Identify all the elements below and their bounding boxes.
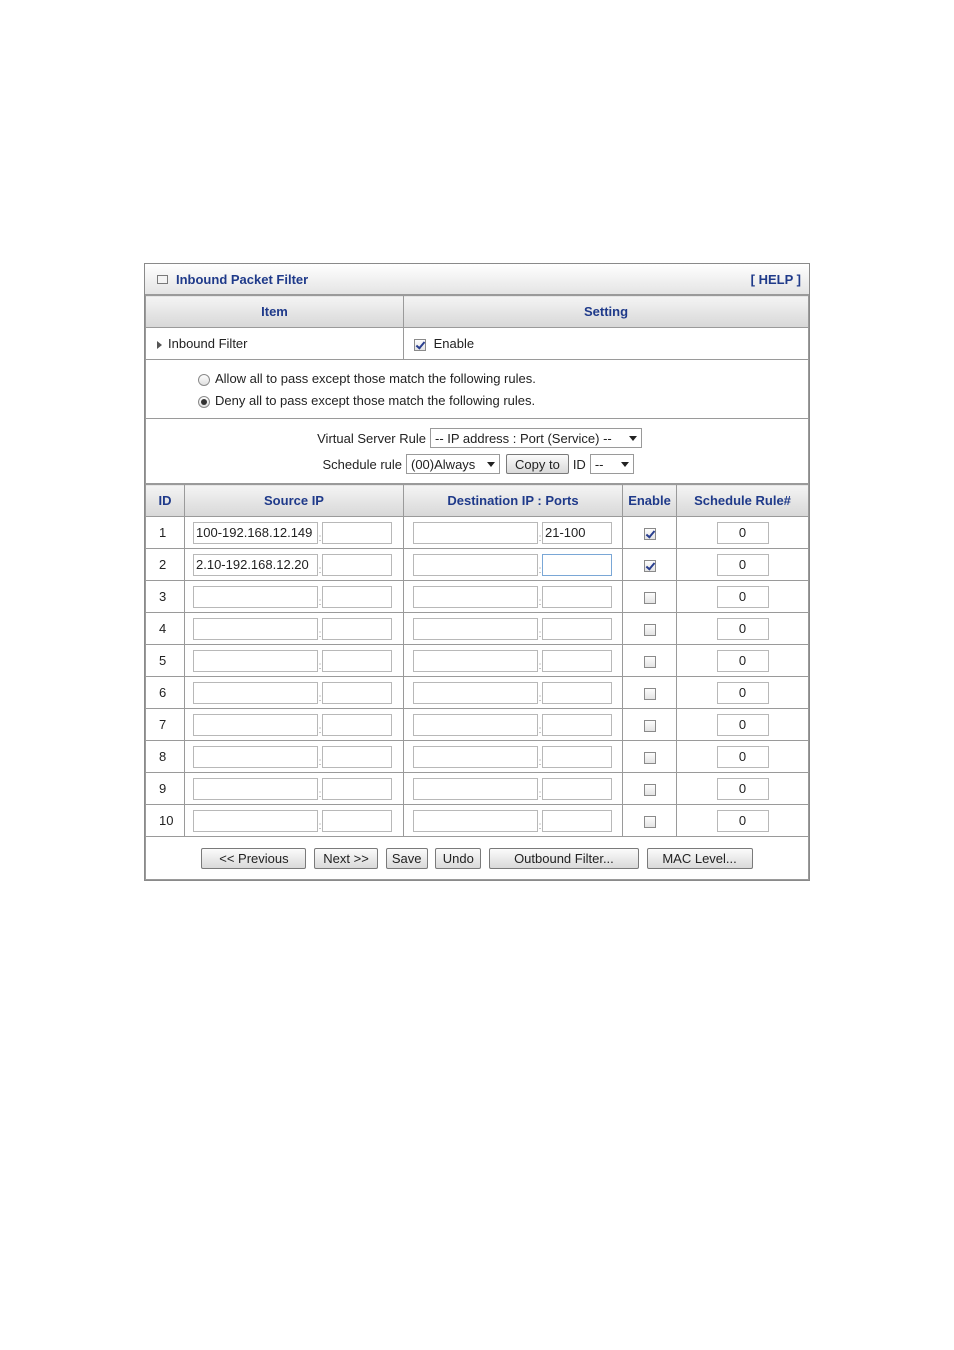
enable-cell xyxy=(623,645,677,677)
destination-ip-input[interactable] xyxy=(413,586,538,608)
buttons-cell xyxy=(146,837,809,880)
rule-id: 1 xyxy=(146,517,185,549)
source-ip-input[interactable] xyxy=(193,650,318,672)
rule-row xyxy=(146,613,809,645)
next-button[interactable]: Next >> xyxy=(314,848,378,869)
help-link[interactable]: [ HELP ] xyxy=(750,271,801,287)
rule-row xyxy=(146,709,809,741)
schedule-rule-input[interactable]: 0 xyxy=(717,746,769,768)
allow-label: Allow all to pass except those match the following rules. xyxy=(215,371,536,386)
destination-port-input[interactable] xyxy=(542,714,612,736)
destination-cell xyxy=(404,773,623,805)
mac-level-button[interactable]: MAC Level... xyxy=(647,848,753,869)
colon-separator: : xyxy=(318,564,322,576)
save-button[interactable]: Save xyxy=(386,848,428,869)
virtual-server-line xyxy=(146,426,808,450)
rule-row xyxy=(146,581,809,613)
source-port-input[interactable] xyxy=(322,746,392,768)
colon-separator: : xyxy=(318,532,322,544)
colon-separator: : xyxy=(538,724,542,736)
virtual-server-label: Virtual Server Rule xyxy=(317,430,426,446)
rule-row xyxy=(146,741,809,773)
destination-cell xyxy=(404,645,623,677)
destination-ip-input[interactable] xyxy=(413,714,538,736)
destination-ip-input[interactable] xyxy=(413,618,538,640)
outbound-filter-button[interactable]: Outbound Filter... xyxy=(489,848,639,869)
destination-cell xyxy=(404,709,623,741)
schedule-rule-input[interactable]: 0 xyxy=(717,586,769,608)
rule-row xyxy=(146,517,809,549)
undo-button[interactable]: Undo xyxy=(435,848,481,869)
source-cell xyxy=(185,709,404,741)
schedule-cell xyxy=(677,645,809,677)
enable-cell xyxy=(623,517,677,549)
enable-cell xyxy=(623,709,677,741)
rules-body xyxy=(146,517,809,837)
rule-id: 7 xyxy=(146,709,185,741)
source-port-input[interactable] xyxy=(322,586,392,608)
deny-label: Deny all to pass except those match the following rules. xyxy=(215,393,536,408)
rule-id: 9 xyxy=(146,773,185,805)
schedule-cell xyxy=(677,773,809,805)
inbound-filter-label-cell xyxy=(146,328,404,360)
colon-separator: : xyxy=(318,660,322,672)
colon-separator: : xyxy=(318,756,322,768)
enable-cell xyxy=(623,773,677,805)
source-cell xyxy=(185,549,404,581)
schedule-line xyxy=(146,452,808,476)
id-header: ID xyxy=(146,485,185,517)
source-port-input[interactable] xyxy=(322,682,392,704)
schedule-rule-input[interactable]: 0 xyxy=(717,810,769,832)
schedule-cell xyxy=(677,741,809,773)
schedule-label: Schedule rule xyxy=(322,456,402,472)
destination-ip-input[interactable] xyxy=(413,650,538,672)
colon-separator: : xyxy=(318,628,322,640)
rule-id: 5 xyxy=(146,645,185,677)
inbound-filter-panel xyxy=(144,263,810,881)
schedule-select[interactable] xyxy=(406,454,500,474)
source-cell xyxy=(185,741,404,773)
colon-separator: : xyxy=(538,596,542,608)
destination-cell xyxy=(404,613,623,645)
item-header: Item xyxy=(146,296,404,328)
setting-header: Setting xyxy=(404,296,809,328)
destination-ip-input[interactable] xyxy=(413,554,538,576)
rule-row xyxy=(146,773,809,805)
policy-row xyxy=(146,360,809,419)
destination-cell xyxy=(404,677,623,709)
rule-enable-checkbox[interactable] xyxy=(644,720,656,732)
schedule-cell xyxy=(677,613,809,645)
rule-row xyxy=(146,645,809,677)
destination-port-input[interactable] xyxy=(542,746,612,768)
source-cell xyxy=(185,613,404,645)
chevron-down-icon xyxy=(487,462,495,467)
source-ip-input[interactable] xyxy=(193,618,318,640)
enable-header: Enable xyxy=(623,485,677,517)
colon-separator: : xyxy=(318,820,322,832)
rule-enable-checkbox[interactable] xyxy=(644,784,656,796)
source-ip-input[interactable]: 2.10-192.168.12.20 xyxy=(193,554,318,576)
source-port-input[interactable] xyxy=(322,810,392,832)
source-cell xyxy=(185,677,404,709)
source-cell xyxy=(185,517,404,549)
schedule-cell xyxy=(677,517,809,549)
destination-cell xyxy=(404,805,623,837)
chevron-down-icon xyxy=(629,436,637,441)
source-port-input[interactable] xyxy=(322,714,392,736)
source-ip-input[interactable] xyxy=(193,810,318,832)
colon-separator: : xyxy=(538,820,542,832)
panel-title: Inbound Packet Filter xyxy=(176,271,309,287)
source-cell xyxy=(185,581,404,613)
source-cell xyxy=(185,645,404,677)
rules-table xyxy=(145,484,809,880)
triangle-right-icon xyxy=(157,341,162,349)
colon-separator: : xyxy=(538,564,542,576)
panel-titlebar xyxy=(145,264,809,295)
destination-port-input[interactable] xyxy=(542,618,612,640)
rule-id: 2 xyxy=(146,549,185,581)
destination-port-input[interactable] xyxy=(542,810,612,832)
virtual-server-cell xyxy=(146,419,809,484)
schedule-rule-input[interactable]: 0 xyxy=(717,682,769,704)
rule-id: 4 xyxy=(146,613,185,645)
enable-cell xyxy=(623,805,677,837)
destination-cell xyxy=(404,741,623,773)
colon-separator: : xyxy=(538,532,542,544)
virtual-server-row xyxy=(146,419,809,484)
schedule-cell xyxy=(677,549,809,581)
colon-separator: : xyxy=(538,788,542,800)
source-ip-input[interactable]: 100-192.168.12.149 xyxy=(193,522,318,544)
rule-row xyxy=(146,805,809,837)
destination-cell xyxy=(404,517,623,549)
settings-header-row xyxy=(146,296,809,328)
schedule-rule-input[interactable]: 0 xyxy=(717,554,769,576)
schedule-header: Schedule Rule# xyxy=(677,485,809,517)
source-cell xyxy=(185,773,404,805)
rules-header-row xyxy=(146,485,809,517)
source-cell xyxy=(185,805,404,837)
enable-filter-checkbox[interactable] xyxy=(414,339,426,351)
enable-cell xyxy=(623,549,677,581)
id-select[interactable] xyxy=(590,454,634,474)
rule-row xyxy=(146,677,809,709)
rule-row xyxy=(146,549,809,581)
window-icon xyxy=(157,275,168,284)
id-label: ID xyxy=(572,456,586,472)
source-port-input[interactable] xyxy=(322,618,392,640)
destination-ip-input[interactable] xyxy=(413,810,538,832)
destination-ip-input[interactable] xyxy=(413,746,538,768)
rule-enable-checkbox[interactable] xyxy=(644,688,656,700)
deny-option[interactable] xyxy=(198,390,808,412)
colon-separator: : xyxy=(318,788,322,800)
colon-separator: : xyxy=(538,692,542,704)
schedule-cell xyxy=(677,581,809,613)
destination-ip-input[interactable] xyxy=(413,522,538,544)
destination-port-input[interactable] xyxy=(542,554,612,576)
source-ip-input[interactable] xyxy=(193,714,318,736)
destination-ip-input[interactable] xyxy=(413,778,538,800)
copy-to-button[interactable]: Copy to xyxy=(506,454,569,474)
destination-port-input[interactable] xyxy=(542,778,612,800)
source-port-input[interactable] xyxy=(322,778,392,800)
destination-cell xyxy=(404,549,623,581)
allow-option[interactable] xyxy=(198,368,808,390)
enable-cell xyxy=(623,741,677,773)
rule-id: 6 xyxy=(146,677,185,709)
settings-table xyxy=(145,295,809,484)
destination-port-input[interactable] xyxy=(542,586,612,608)
inbound-filter-row xyxy=(146,328,809,360)
destination-cell xyxy=(404,581,623,613)
colon-separator: : xyxy=(538,660,542,672)
source-port-input[interactable] xyxy=(322,522,392,544)
chevron-down-icon xyxy=(621,462,629,467)
colon-separator: : xyxy=(318,724,322,736)
source-ip-input[interactable] xyxy=(193,682,318,704)
colon-separator: : xyxy=(318,692,322,704)
destination-port-input[interactable] xyxy=(542,682,612,704)
source-ip-input[interactable] xyxy=(193,778,318,800)
rule-id: 8 xyxy=(146,741,185,773)
destination-header: Destination IP : Ports xyxy=(404,485,623,517)
rule-enable-checkbox[interactable] xyxy=(644,752,656,764)
rule-id: 10 xyxy=(146,805,185,837)
rule-id: 3 xyxy=(146,581,185,613)
schedule-value: (00)Always xyxy=(411,456,476,472)
virtual-server-value: -- IP address : Port (Service) -- xyxy=(435,430,612,446)
schedule-cell xyxy=(677,677,809,709)
schedule-rule-input[interactable]: 0 xyxy=(717,618,769,640)
colon-separator: : xyxy=(318,596,322,608)
previous-button[interactable]: << Previous xyxy=(201,848,306,869)
destination-port-input[interactable]: 21-100 xyxy=(542,522,612,544)
destination-ip-input[interactable] xyxy=(413,682,538,704)
schedule-rule-input[interactable]: 0 xyxy=(717,650,769,672)
deny-radio[interactable] xyxy=(198,396,210,408)
source-port-input[interactable] xyxy=(322,650,392,672)
enable-cell xyxy=(623,677,677,709)
schedule-rule-input[interactable]: 0 xyxy=(717,714,769,736)
schedule-cell xyxy=(677,709,809,741)
inbound-filter-label: Inbound Filter xyxy=(168,336,248,351)
rule-enable-checkbox[interactable] xyxy=(644,592,656,604)
source-port-input[interactable] xyxy=(322,554,392,576)
schedule-cell xyxy=(677,805,809,837)
destination-port-input[interactable] xyxy=(542,650,612,672)
rule-enable-checkbox[interactable] xyxy=(644,624,656,636)
virtual-server-select[interactable] xyxy=(430,428,642,448)
inbound-filter-setting-cell xyxy=(404,328,809,360)
source-ip-input[interactable] xyxy=(193,586,318,608)
rule-enable-checkbox[interactable] xyxy=(644,656,656,668)
schedule-rule-input[interactable]: 0 xyxy=(717,522,769,544)
schedule-rule-input[interactable]: 0 xyxy=(717,778,769,800)
source-ip-input[interactable] xyxy=(193,746,318,768)
allow-radio[interactable] xyxy=(198,374,210,386)
enable-cell xyxy=(623,581,677,613)
colon-separator: : xyxy=(538,756,542,768)
source-ip-header: Source IP xyxy=(185,485,404,517)
rule-enable-checkbox[interactable] xyxy=(644,560,656,572)
colon-separator: : xyxy=(538,628,542,640)
id-value: -- xyxy=(594,456,604,472)
rule-enable-checkbox[interactable] xyxy=(644,528,656,540)
policy-cell xyxy=(146,360,809,419)
enable-filter-label: Enable xyxy=(433,336,475,351)
buttons-row xyxy=(146,837,809,880)
rule-enable-checkbox[interactable] xyxy=(644,816,656,828)
enable-cell xyxy=(623,613,677,645)
